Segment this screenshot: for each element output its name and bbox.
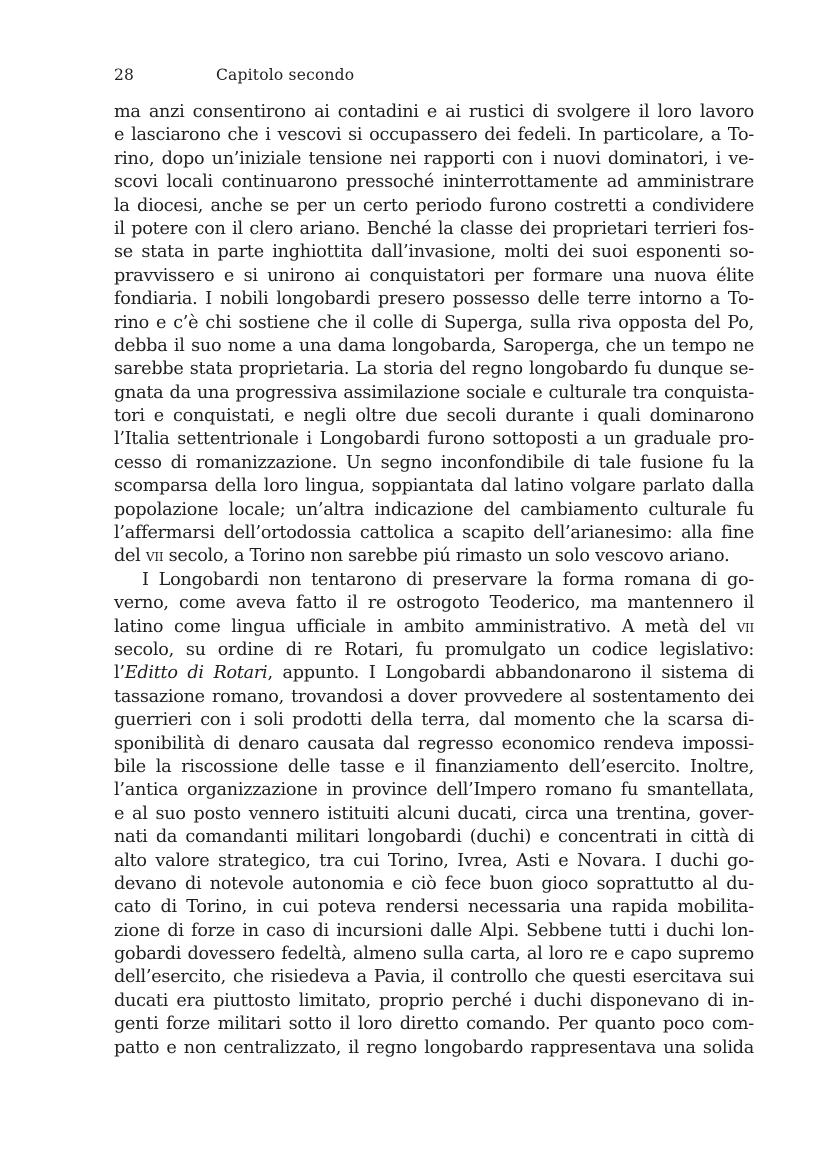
text-line: il potere con il clero ariano. Benché la classe dei proprietari terrieri fos- xyxy=(114,218,754,239)
text-line: l’Italia settentrionale i Longobardi furono sottoposti a un graduale pro- xyxy=(114,429,754,450)
paragraph-1 xyxy=(114,101,754,545)
text-line: e lasciarono che i vescovi si occupassero dei fedeli. In particolare, a To- xyxy=(114,125,754,146)
paragraph-2-start xyxy=(114,569,754,616)
text-line: l’Editto di Rotari, appunto. I Longobardi abbandonarono il sistema di xyxy=(114,663,754,684)
text-line: ma anzi consentirono ai contadini e ai rustici di svolgere il loro lavoro xyxy=(114,102,754,122)
text-line: la diocesi, anche se per un certo periodo furono costretti a condividere xyxy=(114,195,754,216)
text-line: bile la riscossione delle tasse e il finanziamento dell’esercito. Inoltre, xyxy=(114,756,754,777)
text-line: scomparsa della loro lingua, soppiantata dal latino volgare parlato dalla xyxy=(114,476,754,497)
text-line: cato di Torino, in cui poteva rendersi necessaria una rapida mobilita- xyxy=(114,897,754,918)
text-line: rino e c’è chi sostiene che il colle di Superga, sulla riva opposta del Po, xyxy=(114,312,754,333)
paragraph-2-rest xyxy=(114,686,754,1060)
italic-title: Editto di Rotari xyxy=(124,663,268,684)
text-line: devano di notevole autonomia e ciò fece buon gioco soprattutto al du- xyxy=(114,873,754,894)
text-line: dell’esercito, che risiedeva a Pavia, il controllo che questi esercitava sui xyxy=(114,967,754,988)
text-line: alto valore strategico, tra cui Torino, Ivrea, Asti e Novara. I duchi go- xyxy=(114,850,754,871)
text-line: secolo, su ordine di re Rotari, fu promulgato un codice legislativo: xyxy=(114,639,754,660)
text-line: gnata da una progressiva assimilazione sociale e culturale tra conquista- xyxy=(114,382,754,403)
text-line: tassazione romano, trovandosi a dover provvedere al sostentamento dei xyxy=(114,686,754,707)
body-text xyxy=(114,101,754,1060)
text-line: patto e non centralizzato, il regno longobardo rappresentava una solida xyxy=(114,1037,754,1058)
text-line: I Longobardi non tentarono di preservare la forma romana di go- xyxy=(142,569,754,590)
text-line: pravvissero e si unirono ai conquistatori per formare una nuova élite xyxy=(114,265,754,286)
running-head xyxy=(114,66,354,84)
text-line: del vii secolo, a Torino non sarebbe piú rimasto un solo vescovo ariano. xyxy=(114,546,730,567)
text-line: se stata in parte inghiottita dall’invasione, molti dei suoi esponenti so- xyxy=(114,242,754,263)
text-line: guerrieri con i soli prodotti della terra, dal momento che la scarsa di- xyxy=(114,710,754,731)
text-line: latino come lingua ufficiale in ambito amministrativo. A metà del vii xyxy=(114,616,754,637)
text-line: sponibilità di denaro causata dal regresso economico rendeva impossi- xyxy=(114,733,754,754)
text-line: fondiaria. I nobili longobardi presero possesso delle terre intorno a To- xyxy=(114,289,754,310)
text-line: verno, come aveva fatto il re ostrogoto Teoderico, ma mantennero il xyxy=(114,593,754,614)
text-line: l’affermarsi dell’ortodossia cattolica a scapito dell’arianesimo: alla fine xyxy=(114,523,754,544)
text-line: ducati era piuttosto limitato, proprio perché i duchi disponevano di in- xyxy=(114,990,754,1011)
text-line: rino, dopo un’iniziale tensione nei rapporti con i nuovi dominatori, i ve- xyxy=(114,148,754,169)
text-line: tori e conquistati, e negli oltre due secoli durante i quali dominarono xyxy=(114,406,754,427)
text-line: scovi locali continuarono pressoché ininterrottamente ad amministrare xyxy=(114,172,754,193)
text-line: zione di forze in caso di incursioni dalle Alpi. Sebbene tutti i duchi lon- xyxy=(114,920,754,941)
text-line: debba il suo nome a una dama longobarda, Saroperga, che un tempo ne xyxy=(114,335,754,356)
text-line: nati da comandanti militari longobardi (duchi) e concentrati in città di xyxy=(114,827,754,848)
text-line: e al suo posto vennero istituiti alcuni ducati, circa una trentina, gover- xyxy=(114,803,754,824)
page-number: 28 xyxy=(114,66,135,84)
text-line: genti forze militari sotto il loro diretto comando. Per quanto poco com- xyxy=(114,1014,754,1035)
text-line: cesso di romanizzazione. Un segno inconfondibile di tale fusione fu la xyxy=(114,452,754,473)
text-line: gobardi dovessero fedeltà, almeno sulla carta, al loro re e capo supremo xyxy=(114,944,754,965)
chapter-title: Capitolo secondo xyxy=(216,66,355,84)
text-line: l’antica organizzazione in province dell’Impero romano fu smantellata, xyxy=(114,780,754,801)
century-numeral: vii xyxy=(736,616,754,637)
century-numeral: vii xyxy=(145,546,164,567)
text-line: popolazione locale; un’altra indicazione del cambiamento culturale fu xyxy=(114,499,754,520)
text-line: sarebbe stata proprietaria. La storia del regno longobardo fu dunque se- xyxy=(114,359,754,380)
